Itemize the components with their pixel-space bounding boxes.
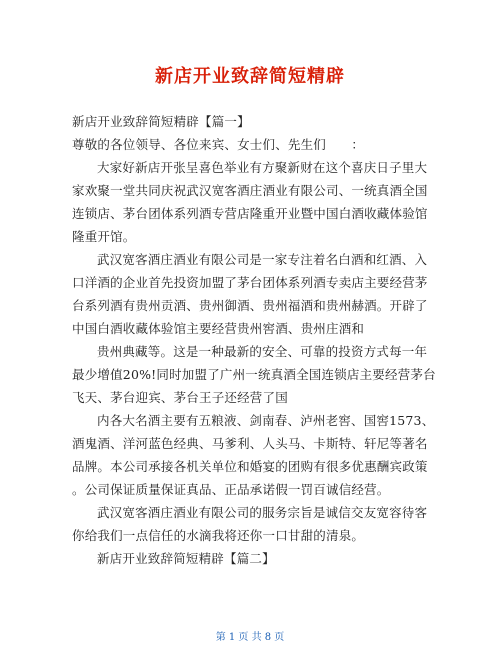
text-line: 酒鬼酒、洋河蓝色经典、马爹利、人头马、卡斯特、轩尼等著名 [72, 436, 428, 451]
text-line: 台系列酒有贵州贡酒、贵州御酒、贵州福酒和贵州赫酒。开辟了 [72, 298, 428, 313]
text-line: 最少增值20%!同时加盟了广州一统真酒全国连锁店主要经营茅台 [72, 367, 436, 382]
text-line: 新店开业致辞简短精辟【篇一】 [72, 114, 250, 129]
text-line: 连锁店、茅台团体系列酒专营店隆重开业暨中国白酒收藏体验馆 [72, 206, 428, 221]
text-line: 口洋酒的企业首先投资加盟了茅台团体系列酒专卖店主要经营茅 [72, 275, 428, 290]
text-line: 内各大名酒主要有五粮液、剑南春、泸州老窖、国窖1573、 [97, 413, 435, 428]
text-line: 贵州典藏等。这是一种最新的安全、可靠的投资方式每一年 [97, 344, 428, 359]
text-line: 隆重开馆。 [72, 229, 136, 244]
text-line: 中国白酒收藏体验馆主要经营贵州窖酒、贵州庄酒和 [72, 321, 365, 336]
document-title: 新店开业致辞简短精辟 [155, 66, 345, 87]
page-footer: 第 1 页 共 8 页 [215, 632, 285, 643]
text-line: 你给我们一点信任的水滴我将还你一口甘甜的清泉。 [72, 528, 365, 543]
text-line: 新店开业致辞简短精辟【篇二】 [97, 551, 275, 566]
text-line: 飞天、茅台迎宾、茅台王子还经营了国 [72, 390, 288, 405]
document-body [72, 110, 436, 570]
text-line: 武汉宽客酒庄酒业有限公司的服务宗旨是诚信交友宽容待客 [97, 505, 428, 520]
text-line: 品牌。本公司承接各机关单位和婚宴的团购有很多优惠酬宾政策 [72, 459, 428, 474]
text-line: 武汉宽客酒庄酒业有限公司是一家专注着名白酒和红酒、入 [97, 252, 428, 267]
text-line: 大家好新店开张呈喜色举业有方聚新财在这个喜庆日子里大 [97, 160, 428, 175]
text-line: 家欢聚一堂共同庆祝武汉宽客酒庄酒业有限公司、一统真酒全国 [72, 183, 428, 198]
text-line: 尊敬的各位领导、各位来宾、女士们、先生们 ： [72, 137, 365, 152]
text-line: 。公司保证质量保证真品、正品承诺假一罚百诚信经营。 [72, 482, 390, 497]
